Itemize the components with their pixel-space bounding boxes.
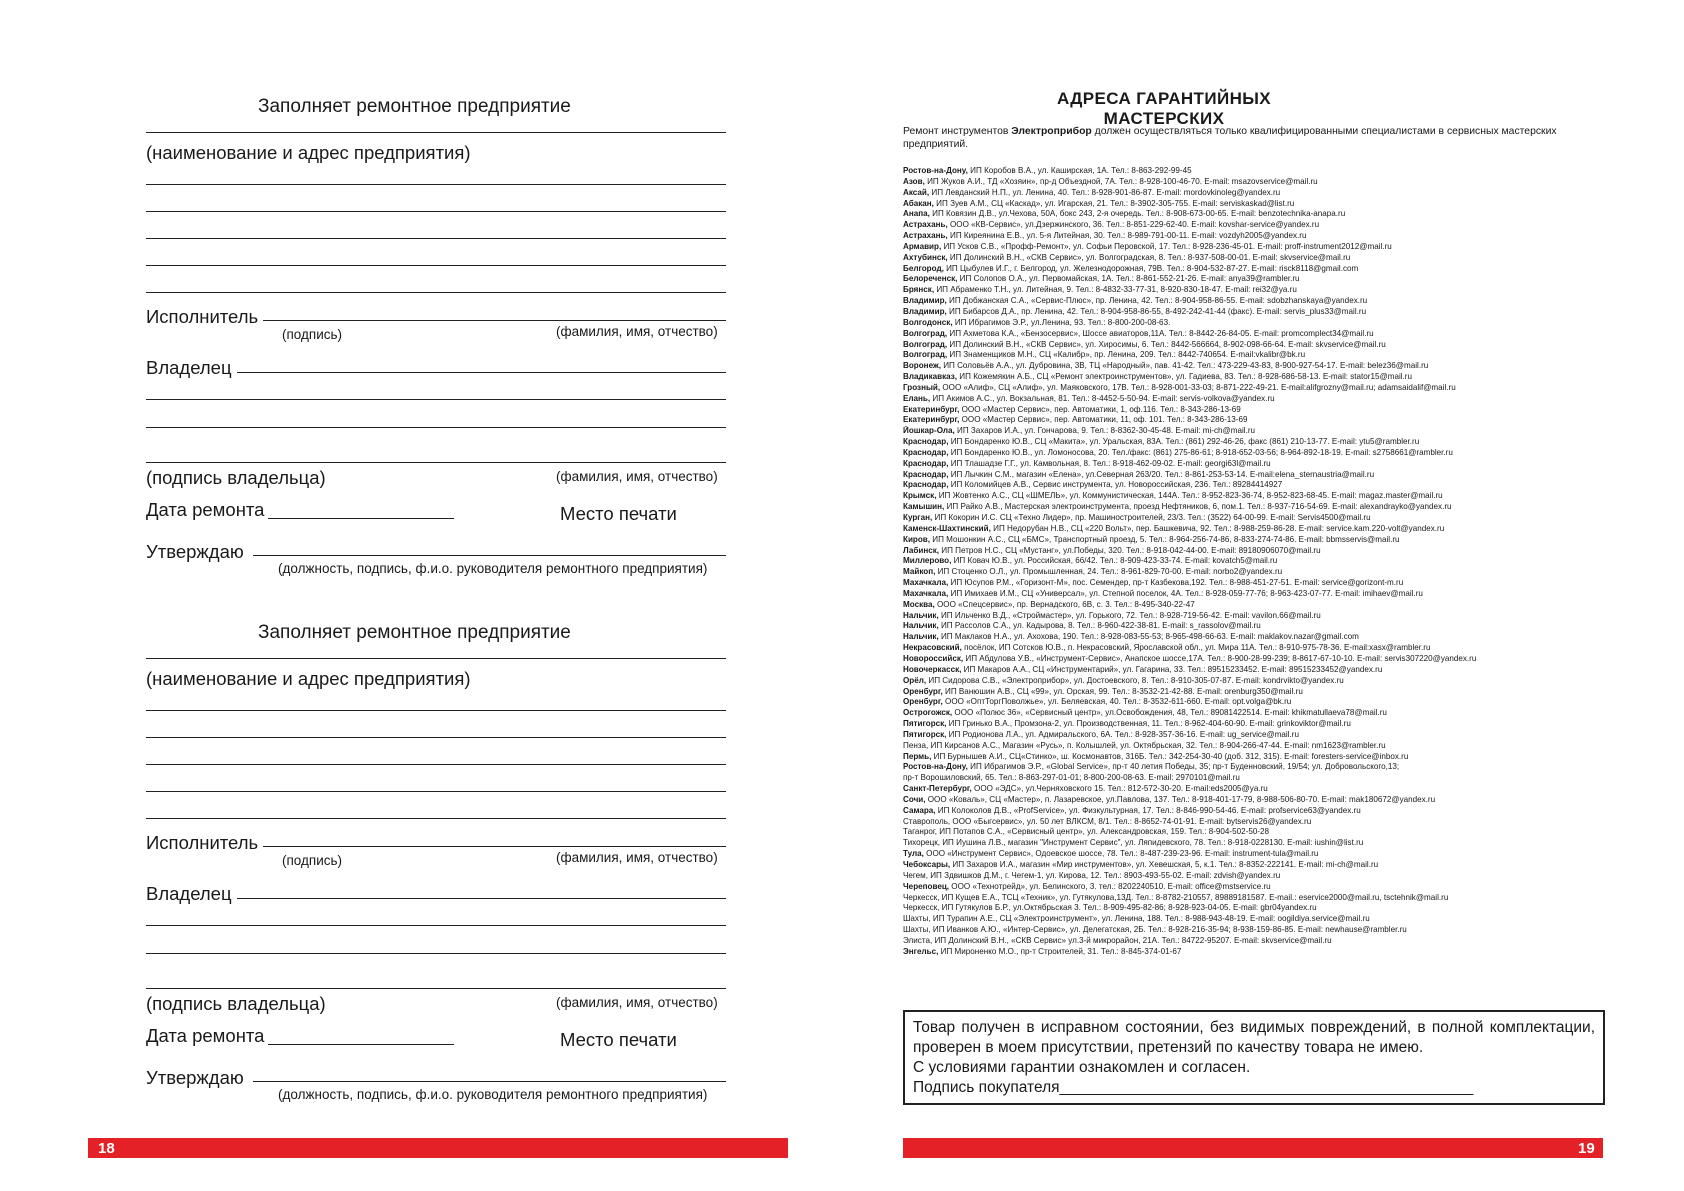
form-a-owner-label: Владелец	[146, 357, 232, 378]
address-details: ООО «ЭДС», ул.Черняховского 15. Тел.: 812-572-30-20. E-mail:eds2005@ya.ru	[971, 784, 1268, 794]
address-city: Анапа,	[903, 209, 930, 219]
addresses-title: АДРЕСА ГАРАНТИЙНЫХ МАСТЕРСКИХ	[1056, 89, 1272, 128]
address-city: Азов,	[903, 176, 925, 186]
address-city: Ростов-на-Дону,	[903, 166, 968, 175]
address-details: ООО «ОптТоргПоволжье», ул. Беляевская, 40. Тел.: 8-3532-611-660. E-mail: opt.volga@bk.ru	[942, 697, 1292, 707]
address-city: Миллерово,	[903, 556, 952, 566]
address-city: Армавир,	[903, 241, 942, 251]
address-details: ИП Долинский В.Н., «СКВ Сервис», ул. Хиросимы, 6. Тел.: 8442-566664, 8-902-098-66-64. E-mail: skvservice@mail.ru	[947, 339, 1386, 349]
address-row	[903, 459, 1623, 470]
address-details: ИП Маклаков Н.А., ул. Ахохова, 190. Тел.: 8-928-083-55-53; 8-965-498-66-63. E-mail: maklakov.nazar@gmail.com	[938, 632, 1359, 642]
address-details: ИП Цыбулев И.Г., г. Белгород, ул. Железнодорожная, 79В. Тел.: 8-904-532-87-27. E-mail: risck8118@gmail.com	[943, 263, 1359, 273]
address-details: Ставрополь, ООО «Быгсервис», ул. 50 лет ВЛКСМ, 8/1. Тел.: 8-8652-74-01-91. E-mail: bytservis26@yandex.ru	[903, 816, 1312, 826]
intro-text-after: должен осуществляться только квалифицированными специалистами в сервисных мастерских предприятий.	[903, 126, 1557, 150]
address-row	[903, 394, 1623, 405]
left-footer-bar	[88, 1138, 788, 1158]
address-details: ИП Акимов А.С., ул. Вокзальная, 81. Тел.: 8-4452-5-50-94. E-mail: servis-volkova@yandex.ru	[930, 393, 1275, 403]
address-row	[903, 318, 1623, 329]
form-b-repair-date-line[interactable]	[268, 1044, 454, 1045]
address-details: посёлок, ИП Сотсков Ю.В., п. Некрасовский, Ярославской обл., ул. Мира 11А. Тел.: 8-910-975-78-36. E-mail:xasx@rambler.ru	[961, 643, 1431, 653]
address-city: Сочи,	[903, 794, 926, 804]
address-details: Шахты, ИП Турапин А.Е., СЦ «Электроинструмент», ул. Ленина, 188. Тел.: 8-988-943-48-19. E-mail: oogildiya.service@mail.ru	[903, 914, 1370, 924]
address-list	[903, 166, 1623, 958]
address-row	[903, 448, 1623, 459]
address-city: Махачкала,	[903, 588, 949, 598]
address-city: Владимир,	[903, 296, 947, 306]
form-b-line[interactable]	[146, 710, 726, 711]
form-b-repair-date-label: Дата ремонта	[146, 1025, 265, 1046]
address-row	[903, 177, 1623, 188]
address-city: Москва,	[903, 599, 935, 609]
address-details: ИП Недорубан Н.В., СЦ «220 Вольт», пер. Башкевича, 92. Тел.: 8-988-259-86-28. E-mail: service.kam.220-volt@yandex.ru	[990, 523, 1445, 533]
address-row	[903, 817, 1623, 828]
address-row	[903, 752, 1623, 763]
address-row	[903, 209, 1623, 220]
address-row	[903, 632, 1623, 643]
address-city: Владикавказ,	[903, 372, 958, 382]
address-city: Ахтубинск,	[903, 252, 948, 262]
address-details: ИП Бибарсов Д.А., пр. Ленина, 42. Тел.: 8-904-958-86-55, 8-492-242-41-44 (факс). E-mail: servis_plus33@mail.ru	[946, 306, 1367, 316]
address-row	[903, 242, 1623, 253]
form-a-line[interactable]	[146, 427, 726, 428]
address-city: Екатеринбург,	[903, 415, 960, 425]
intro-brand: Электроприбор	[1011, 126, 1092, 137]
address-row	[903, 784, 1623, 795]
address-row	[903, 773, 1623, 784]
address-details: ИП Стоценко О.Л., ул. Промышленная, 24. Тел.: 8-961-829-70-00. E-mail: norbo2@yandex.ru	[935, 567, 1283, 577]
address-details: ИП Жуков А.И., ТД «Хозяин», пр-д Объездной, 7А. Тел.: 8-928-100-46-70. E-mail: msazovservice@mail.ru	[924, 176, 1318, 186]
address-row	[903, 405, 1623, 416]
address-row	[903, 383, 1623, 394]
address-city: Волгоград,	[903, 339, 948, 349]
address-city: Крымск,	[903, 491, 937, 501]
address-city: Краснодар,	[903, 458, 949, 468]
address-row	[903, 307, 1623, 318]
address-row	[903, 415, 1623, 426]
address-city: Волгоград,	[903, 350, 948, 360]
form-b-line[interactable]	[146, 818, 726, 819]
address-row	[903, 687, 1623, 698]
address-details: ИП Петров Н.С., СЦ «Мустанг», ул.Победы, 320. Тел.: 8-918-042-44-00. E-mail: 89180906070@mail.ru	[939, 545, 1321, 555]
address-row	[903, 470, 1623, 481]
form-a-owner-signature-label: (подпись владельца)	[146, 467, 326, 488]
address-row	[903, 274, 1623, 285]
address-row	[903, 220, 1623, 231]
address-details: пр-т Ворошиловский, 65. Тел.: 8-863-297-01-01; 8-800-200-08-63. E-mail: 2970101@mail.ru	[903, 773, 1240, 783]
address-row	[903, 513, 1623, 524]
address-city: Нальчик,	[903, 621, 939, 631]
address-row	[903, 600, 1623, 611]
address-details: Чегем, ИП Здвишков Д.М., г. Чегем-1, ул. Кирова, 12. Тел.: 8903-493-55-02. E-mail: zdvish@yandex.ru	[903, 870, 1281, 880]
address-details: ООО «Технотрейд», ул. Белинского, 3. тел.: 8202240510. E-mail: office@mstservice.ru	[949, 881, 1271, 891]
address-details: ООО «Полюс 36», «Сервисный центр», ул.Освобождения, 48, Тел.: 89081422514. E-mail: khikmatullaeva78@mail.ru	[952, 708, 1387, 718]
address-details: ИП Колоколов Д.В., «ProfService», ул. Физкультурная, 17. Тел.: 8-846-990-54-46. E-mail: profservice63@yandex.ru	[935, 805, 1361, 815]
address-city: Аксай,	[903, 187, 930, 197]
address-row	[903, 795, 1623, 806]
address-city: Некрасовский,	[903, 643, 962, 653]
address-details: ИП Солопов О.А., ул. Первомайская, 1А. Тел.: 8-861-552-21-26. E-mail: anya39@rambler.ru	[957, 274, 1300, 284]
form-b-owner-signature-label: (подпись владельца)	[146, 993, 326, 1014]
notice-line-2: С условиями гарантии ознакомлен и согласен.	[913, 1059, 1251, 1076]
address-details: Черкесск, ИП Гутякулов Б.Р., ул.Октябрьская 3. Тел.: 8-909-495-82-86; 8-928-923-04-05. E-mail: gbr04yandex.ru	[903, 903, 1317, 913]
address-city: Пятигорск,	[903, 719, 947, 729]
address-city: Воронеж,	[903, 361, 941, 371]
address-row	[903, 231, 1623, 242]
address-city: Екатеринбург,	[903, 404, 960, 414]
form-b-signature-caption: (подпись)	[282, 853, 343, 868]
address-city: Ростов-на-Дону,	[903, 762, 968, 772]
address-details: ИП Коробов В.А., ул. Каширская, 1А. Тел.: 8-863-292-99-45	[967, 166, 1192, 175]
address-city: Тула,	[903, 849, 924, 859]
form-b-line[interactable]	[146, 658, 726, 659]
address-row	[903, 188, 1623, 199]
address-row	[903, 535, 1623, 546]
address-details: ИП Добжанская С.А., «Сервис-Плюс», пр. Ленина, 42. Тел.: 8-904-958-86-55. E-mail: sdobzhanskaya@yandex.ru	[946, 296, 1368, 306]
address-city: Владимир,	[903, 306, 947, 316]
address-row	[903, 502, 1623, 513]
form-b-line[interactable]	[146, 953, 726, 954]
address-city: Майкоп,	[903, 567, 936, 577]
left-page-number: 18	[98, 1140, 115, 1157]
address-city: Пермь,	[903, 751, 932, 761]
address-row	[903, 925, 1623, 936]
address-row	[903, 827, 1623, 838]
address-city: Краснодар,	[903, 447, 949, 457]
address-row	[903, 329, 1623, 340]
address-row	[903, 882, 1623, 893]
address-details: ИП Долинский В.Н., «СКВ Сервис», ул. Волгоградская, 8. Тел.: 8-937-508-00-01. E-mail: skvservice@mail.ru	[947, 252, 1351, 262]
form-a-line[interactable]	[146, 462, 726, 463]
address-details: Таганрог, ИП Потапов С.А., «Сервисный центр», ул. Александровская, 159. Тел.: 8-904-502-50-28	[903, 827, 1270, 837]
address-row	[903, 556, 1623, 567]
address-city: Йошкар-Ола,	[903, 426, 955, 436]
address-details: ИП Макаров А.А., СЦ «Инструментарий», ул. Гагарина, 33. Тел.: 89515233452. E-mail: 89515233452@yandex.ru	[961, 664, 1383, 674]
buyer-acknowledgement-box	[903, 1010, 1605, 1105]
address-row	[903, 762, 1623, 773]
form-a-name-address-label: (наименование и адрес предприятия)	[146, 142, 471, 163]
address-details: ИП Кожемякин А.Б., СЦ «Ремонт электроинструментов», ул. Гадиева, 83. Тел.: 8-928-686-58-13. E-mail: stator15@mail.ru	[957, 372, 1412, 382]
address-city: Орёл,	[903, 675, 927, 685]
address-details: ИП Ибрагимов Э.Р., «Global Service», пр-т 40 летия Победы, 35; пр-т Буденновский, 19/54; ул. Добровольского,13;	[967, 762, 1400, 772]
address-city: Краснодар,	[903, 437, 949, 447]
address-row	[903, 296, 1623, 307]
address-row	[903, 285, 1623, 296]
address-row	[903, 166, 1623, 177]
form-b-header: Заполняет ремонтное предприятие	[258, 622, 571, 643]
address-row	[903, 849, 1623, 860]
address-details: ИП Имихаев И.М., СЦ «Универсал», ул. Степной поселок, 4А. Тел.: 8-928-059-77-76; 8-963-423-07-77. E-mail: imihaev@mail.ru	[948, 588, 1423, 598]
form-b-approve-line[interactable]	[253, 1081, 726, 1082]
address-row	[903, 350, 1623, 361]
form-b-line[interactable]	[146, 737, 726, 738]
address-city: Оренбург,	[903, 686, 943, 696]
address-city: Нальчик,	[903, 632, 939, 642]
address-details: ИП Юсупов Р.М., «Горизонт-М», пос. Семендер, пр-т Казбекова,192. Тел.: 8-988-451-27-51. E-mail: service@gorizont-m.ru	[948, 578, 1404, 588]
address-row	[903, 199, 1623, 210]
address-row	[903, 708, 1623, 719]
form-b-line[interactable]	[146, 791, 726, 792]
right-page-number: 19	[1578, 1140, 1595, 1157]
form-b-approve-label: Утверждаю	[146, 1067, 244, 1088]
address-details: ИП Ванюшин А.В., СЦ «99», ул. Орская, 99. Тел.: 8-3532-21-42-88. E-mail: orenburg350@mail.ru	[942, 686, 1303, 696]
address-city: Белореченск,	[903, 274, 958, 284]
form-a-line[interactable]	[146, 211, 726, 212]
address-city: Нальчик,	[903, 610, 939, 620]
address-details: ИП Зуев А.М., СЦ «Каскад», ул. Игарская, 21. Тел.: 8-3902-305-755. E-mail: serviskaskad@list.ru	[933, 198, 1295, 208]
address-city: Курган,	[903, 513, 933, 522]
address-details: ИП Тлашадзе Г.Г., ул. Камвольная, 8. Тел.: 8-918-462-09-02. E-mail: georgi63l@mail.ru	[948, 458, 1271, 468]
address-city: Череповец,	[903, 881, 950, 891]
address-city: Чебоксары,	[903, 860, 951, 869]
address-row	[903, 665, 1623, 676]
address-row	[903, 860, 1623, 871]
address-details: ИП Кокорин И.С. СЦ «Техно Лидер», пр. Машиностроителей, 23/3. Тел.: (3522) 64-00-99. E-mail: Servis4500@mail.ru	[932, 513, 1371, 522]
address-city: Елань,	[903, 393, 931, 403]
address-city: Астрахань,	[903, 231, 948, 241]
address-row	[903, 871, 1623, 882]
address-details: ИП Ковач Ю.В., ул. Российская, 66/42. Тел.: 8-909-423-33-74. E-mail: kovatch5@mail.ru	[951, 556, 1278, 566]
address-details: ИП Ибрагимов Э.Р., ул.Ленина, 93. Тел.: 8-800-200-08-63.	[952, 317, 1171, 327]
address-details: ИП Ковязин Д.В., ул.Чехова, 50А, бокс 243, 2-я очередь. Тел.: 8-908-673-00-65. E-mail: benzotechnika-anapa.ru	[929, 209, 1346, 219]
address-row	[903, 611, 1623, 622]
address-city: Махачкала,	[903, 578, 949, 588]
address-row	[903, 697, 1623, 708]
address-city: Каменск-Шахтинский,	[903, 523, 991, 533]
address-row	[903, 589, 1623, 600]
form-a-line[interactable]	[146, 399, 726, 400]
address-details: ИП Соловьёв А.А., ул. Дубровина, 3В, ТЦ «Народный», пав. 41-42. Тел.: 473-229-43-83, 8-900-927-54-17. E-mail: belez36@mail.ru	[940, 361, 1429, 371]
address-city: Санкт-Петербург,	[903, 784, 972, 794]
address-details: ИП Бурнышев А.И., СЦ«Стинко», ш. Космонавтов, 316Б. Тел.: 342-254-30-40 (доб. 312, 315). E-mail: foresters-service@inbox.ru	[931, 751, 1409, 761]
address-row	[903, 480, 1623, 491]
form-a-executor-label: Исполнитель	[146, 306, 259, 327]
addresses-intro	[903, 125, 1603, 151]
address-row	[903, 676, 1623, 687]
form-a-header: Заполняет ремонтное предприятие	[258, 96, 571, 117]
address-city: Новороссийск,	[903, 653, 964, 663]
form-a-line[interactable]	[146, 132, 726, 133]
address-row	[903, 567, 1623, 578]
address-details: Черкесск, ИП Кущев Е.А., ТСЦ «Техник», ул. Гутякулова,13Д. Тел.: 8-8782-210557, 89889181587. E-mail.: eservice2000@mail.ru, tsctehnik@mail.ru	[903, 892, 1449, 902]
address-city: Краснодар,	[903, 469, 949, 479]
address-details: ИП Лычкин С.М., магазин «Елена», ул.Северная 263/20. Тел.: 8-861-253-53-14. E-mail:elena_sternaustria@mail.ru	[948, 469, 1375, 479]
form-b-line[interactable]	[146, 988, 726, 989]
form-a-line[interactable]	[146, 292, 726, 293]
form-b-stamp-place: Место печати	[560, 1029, 677, 1050]
address-details: Пенза, ИП Кирсанов А.С., Магазин «Русь», п. Колышлей, ул. Октябрьская, 32. Тел.: 8-904-266-47-44. E-mail: nm1623@rambler.ru	[903, 740, 1386, 750]
address-row	[903, 730, 1623, 741]
address-city: Лабинск,	[903, 545, 940, 555]
address-details: ИП Коломийцев А.В., Сервис инструмента, ул. Новороссийская, 236. Тел.: 89284414927	[948, 480, 1283, 490]
address-details: ИП Знаменщиков М.Н., СЦ «Калибр», пр. Ленина, 209. Тел.: 8442-740654. E-mail:vkalibr@bk.ru	[947, 350, 1306, 360]
address-details: ООО «КВ-Сервис», ул.Дзержинского, 36. Тел.: 8-851-229-62-40. E-mail: kovshar-service@yandex.ru	[947, 220, 1320, 230]
address-row	[903, 546, 1623, 557]
form-b-owner-fio-caption: (фамилия, имя, отчество)	[556, 995, 718, 1010]
address-city: Оренбург,	[903, 697, 943, 707]
form-a-stamp-place: Место печати	[560, 503, 677, 524]
address-details: ООО «Мастер Сервис», пер. Автоматики, 1, оф.116. Тел.: 8-343-286-13-69	[959, 404, 1241, 414]
buyer-signature-field[interactable]: Подпись покупателя________________________________________________	[913, 1079, 1474, 1096]
address-row	[903, 621, 1623, 632]
form-a-line[interactable]	[146, 184, 726, 185]
form-a-line[interactable]	[146, 238, 726, 239]
address-row	[903, 914, 1623, 925]
address-row	[903, 893, 1623, 904]
address-row	[903, 361, 1623, 372]
address-details: ООО «Спецсервис», пр. Вернадского, 6В, с. 3. Тел.: 8-495-340-22-47	[934, 599, 1195, 609]
address-city: Волгоград,	[903, 328, 948, 338]
form-a-repair-date-label: Дата ремонта	[146, 499, 265, 520]
address-details: Шахты, ИП Иванков А.Ю., «Интер-Сервис», ул. Делегатская, 2Б. Тел.: 8-928-216-35-94; 8-938-159-86-85. E-mail: newhause@rambler.ru	[903, 925, 1407, 935]
address-row	[903, 426, 1623, 437]
address-details: ИП Абраменко Т.Н., ул. Литейная, 9. Тел.: 8-4832-33-77-31, 8-920-830-18-47. E-mail: rei32@ya.ru	[934, 285, 1297, 295]
form-a-executor-line[interactable]	[263, 320, 726, 321]
address-city: Новочеркасск,	[903, 664, 962, 674]
address-details: ИП Абдулова У.В., «Инструмент-Сервис», Анапское шоссе,17А. Тел.: 8-900-28-99-239; 8-8617-67-10-10. E-mail: servis307220@yandex.ru	[963, 653, 1477, 663]
address-details: ИП Левданский Н.П., ул. Ленина, 40. Тел.: 8-928-901-86-87. E-mail: mordovkinoleg@yandex.ru	[929, 187, 1281, 197]
address-details: ИП Ильченко В.Д., «Строймастер», ул. Горького, 72. Тел.: 8-928-719-56-42. E-mail: vavilon.66@mail.ru	[938, 610, 1321, 620]
address-details: ИП Киреянина Е.В., ул. 5-я Литейная, 30. Тел.: 8-989-791-00-11. E-mail: vozdyh2005@yandex.ru	[947, 231, 1307, 241]
address-row	[903, 524, 1623, 535]
address-row	[903, 578, 1623, 589]
form-b-approve-caption: (должность, подпись, ф.и.о. руководителя ремонтного предприятия)	[278, 1087, 708, 1102]
form-b-executor-line[interactable]	[263, 846, 726, 847]
address-row	[903, 806, 1623, 817]
address-details: ИП Захаров И.А., магазин «Мир инструментов», ул. Хевешская, 5, к.1. Тел.: 8-8352-222141. E-mail: mi-ch@mail.ru	[950, 860, 1379, 869]
address-city: Волгодонск,	[903, 317, 953, 327]
form-a-owner-line[interactable]	[237, 372, 726, 373]
address-row	[903, 340, 1623, 351]
form-b-fio-caption: (фамилия, имя, отчество)	[556, 850, 718, 865]
address-details: Элиста, ИП Долинский В.Н., «СКВ Сервис» ул.3-й микрорайон, 21А. Тел.: 84722-95207. E-mail: skvservice@mail.ru	[903, 935, 1332, 945]
form-b-line[interactable]	[146, 764, 726, 765]
address-details: ИП Сидорова С.В., «Электроприбор», ул. Достоевского, 8. Тел.: 8-910-305-07-87. E-mail: kondrvikto@yandex.ru	[926, 675, 1344, 685]
address-details: ООО «Инструмент Сервис», Одоевское шоссе, 78. Тел.: 8-487-239-23-96. E-mail: instrument-tula@mail.ru	[923, 849, 1319, 859]
address-row	[903, 903, 1623, 914]
form-b-name-address-label: (наименование и адрес предприятия)	[146, 668, 471, 689]
address-details: ИП Мошонкин А.С., СЦ «БМС», Транспортный проезд, 5. Тел.: 8-964-256-74-86, 8-833-274-74-86. E-mail: bbmsservis@mail.ru	[930, 534, 1400, 544]
address-row	[903, 741, 1623, 752]
form-a-approve-caption: (должность, подпись, ф.и.о. руководителя ремонтного предприятия)	[278, 561, 708, 576]
address-details: ИП Усков С.В., «Профф-Ремонт», ул. Софьи Перовской, 17. Тел.: 8-928-236-45-01. E-mail: proff-instrument2012@mail.ru	[941, 241, 1392, 251]
address-row	[903, 654, 1623, 665]
address-city: Белгород,	[903, 263, 944, 273]
address-row	[903, 947, 1623, 958]
address-city: Краснодар,	[903, 480, 949, 490]
form-b-owner-label: Владелец	[146, 883, 232, 904]
form-a-line[interactable]	[146, 265, 726, 266]
address-row	[903, 437, 1623, 448]
address-city: Пятигорск,	[903, 729, 947, 739]
address-details: ИП Бондаренко Ю.В., ул. Ломоносова, 20. Тел./факс: (861) 275-86-61; 8-918-652-03-56; 8-964-892-18-19. E-mail: s2758661@rambler.ru	[948, 447, 1453, 457]
form-a-repair-date-line[interactable]	[268, 518, 454, 519]
address-city: Брянск,	[903, 285, 935, 295]
address-details: ИП Бондаренко Ю.В., СЦ «Макита», ул. Уральская, 83А. Тел.: (861) 292-46-26, факс (861) 210-13-77. E-mail: ytu5@rambler.ru	[948, 437, 1420, 447]
address-row	[903, 253, 1623, 264]
form-a-signature-caption: (подпись)	[282, 327, 343, 342]
address-details: ИП Ахметова К.А., «Бензосервис», Шоссе авиаторов,11А. Тел.: 8-8442-26-84-05. E-mail: promcomplect34@mail.ru	[947, 328, 1374, 338]
address-row	[903, 719, 1623, 730]
address-city: Киров,	[903, 534, 931, 544]
form-b-executor-label: Исполнитель	[146, 832, 259, 853]
address-city: Камышин,	[903, 502, 945, 512]
address-row	[903, 372, 1623, 383]
address-details: ИП Райко А.В., Мастерская электроинструмента, проезд Нефтяников, 6, пом.1. Тел.: 8-937-716-54-69. E-mail: alexandrayko@yandex.ru	[944, 502, 1452, 512]
address-row	[903, 491, 1623, 502]
address-details: ООО «Мастер Сервис», пер. Автоматики, 11, оф. 101. Тел.: 8-343-286-13-69	[959, 415, 1248, 425]
address-details: ООО «Коваль», СЦ «Мастер», п. Лазаревское, ул.Павлова, 137. Тел.: 8-918-401-17-79, 8-988-506-80-70. E-mail: mak180672@yandex.ru	[925, 794, 1436, 804]
address-details: ИП Захаров И.А., ул. Гончарова, 9. Тел.: 8-8362-30-45-48. E-mail: mi-ch@mail.ru	[954, 426, 1256, 436]
address-row	[903, 643, 1623, 654]
address-details: ИП Родионова Л.А., ул. Адмиральского, 6А. Тел.: 8-928-357-36-16. E-mail: ug_service@mail.ru	[946, 729, 1299, 739]
address-row	[903, 936, 1623, 947]
right-footer-bar	[903, 1138, 1603, 1158]
address-row	[903, 838, 1623, 849]
address-details: ИП Мироненко М.О., пр-т Строителей, 31. Тел.: 8-845-374-01-67	[938, 946, 1182, 956]
address-city: Астрахань,	[903, 220, 948, 230]
address-city: Грозный,	[903, 382, 941, 392]
form-a-approve-label: Утверждаю	[146, 541, 244, 562]
form-a-fio-caption: (фамилия, имя, отчество)	[556, 324, 718, 339]
address-city: Самара,	[903, 805, 936, 815]
form-b-owner-line[interactable]	[237, 898, 726, 899]
address-city: Энгельс,	[903, 946, 939, 956]
address-details: ООО «Алиф», СЦ «Алиф», ул. Маяковского, 17В. Тел.: 8-928-001-33-03; 8-871-222-49-21. E-mail:alifgrozny@mail.ru; adamsaidalif@mail.ru	[940, 382, 1456, 392]
form-a-approve-line[interactable]	[253, 555, 726, 556]
address-details: Тихорецк, ИП Иушина Л.В., магазин "Инструмент Сервис", ул. Ляпидевского, 78. Тел.: 8-918-0228130. E-mail: iushin@list.ru	[903, 838, 1364, 848]
address-details: ИП Гринько В.А., Промзона-2, ул. Производственная, 11. Тел.: 8-962-404-60-90. E-mail: grinkoviktor@mail.ru	[946, 719, 1351, 729]
form-b-line[interactable]	[146, 925, 726, 926]
address-details: ИП Рассолов С.А., ул. Кадырова, 8. Тел.: 8-960-422-38-81. E-mail: s_rassolov@mail.ru	[938, 621, 1261, 631]
address-city: Абакан,	[903, 198, 934, 208]
address-city: Острогожск,	[903, 708, 953, 718]
intro-text-before: Ремонт инструментов	[903, 126, 1012, 137]
address-row	[903, 264, 1623, 275]
notice-line-1: Товар получен в исправном состоянии, без видимых повреждений, в полной комплектации, проверен в моем присутствии, претензий по качеству товара не имею.	[913, 1019, 1595, 1056]
address-details: ИП Жовтенко А.С., СЦ «ШМЕЛЬ», ул. Коммунистическая, 144А. Тел.: 8-952-823-36-74, 8-952-823-68-45. E-mail: magaz.master@mail.ru	[936, 491, 1443, 501]
form-a-owner-fio-caption: (фамилия, имя, отчество)	[556, 469, 718, 484]
